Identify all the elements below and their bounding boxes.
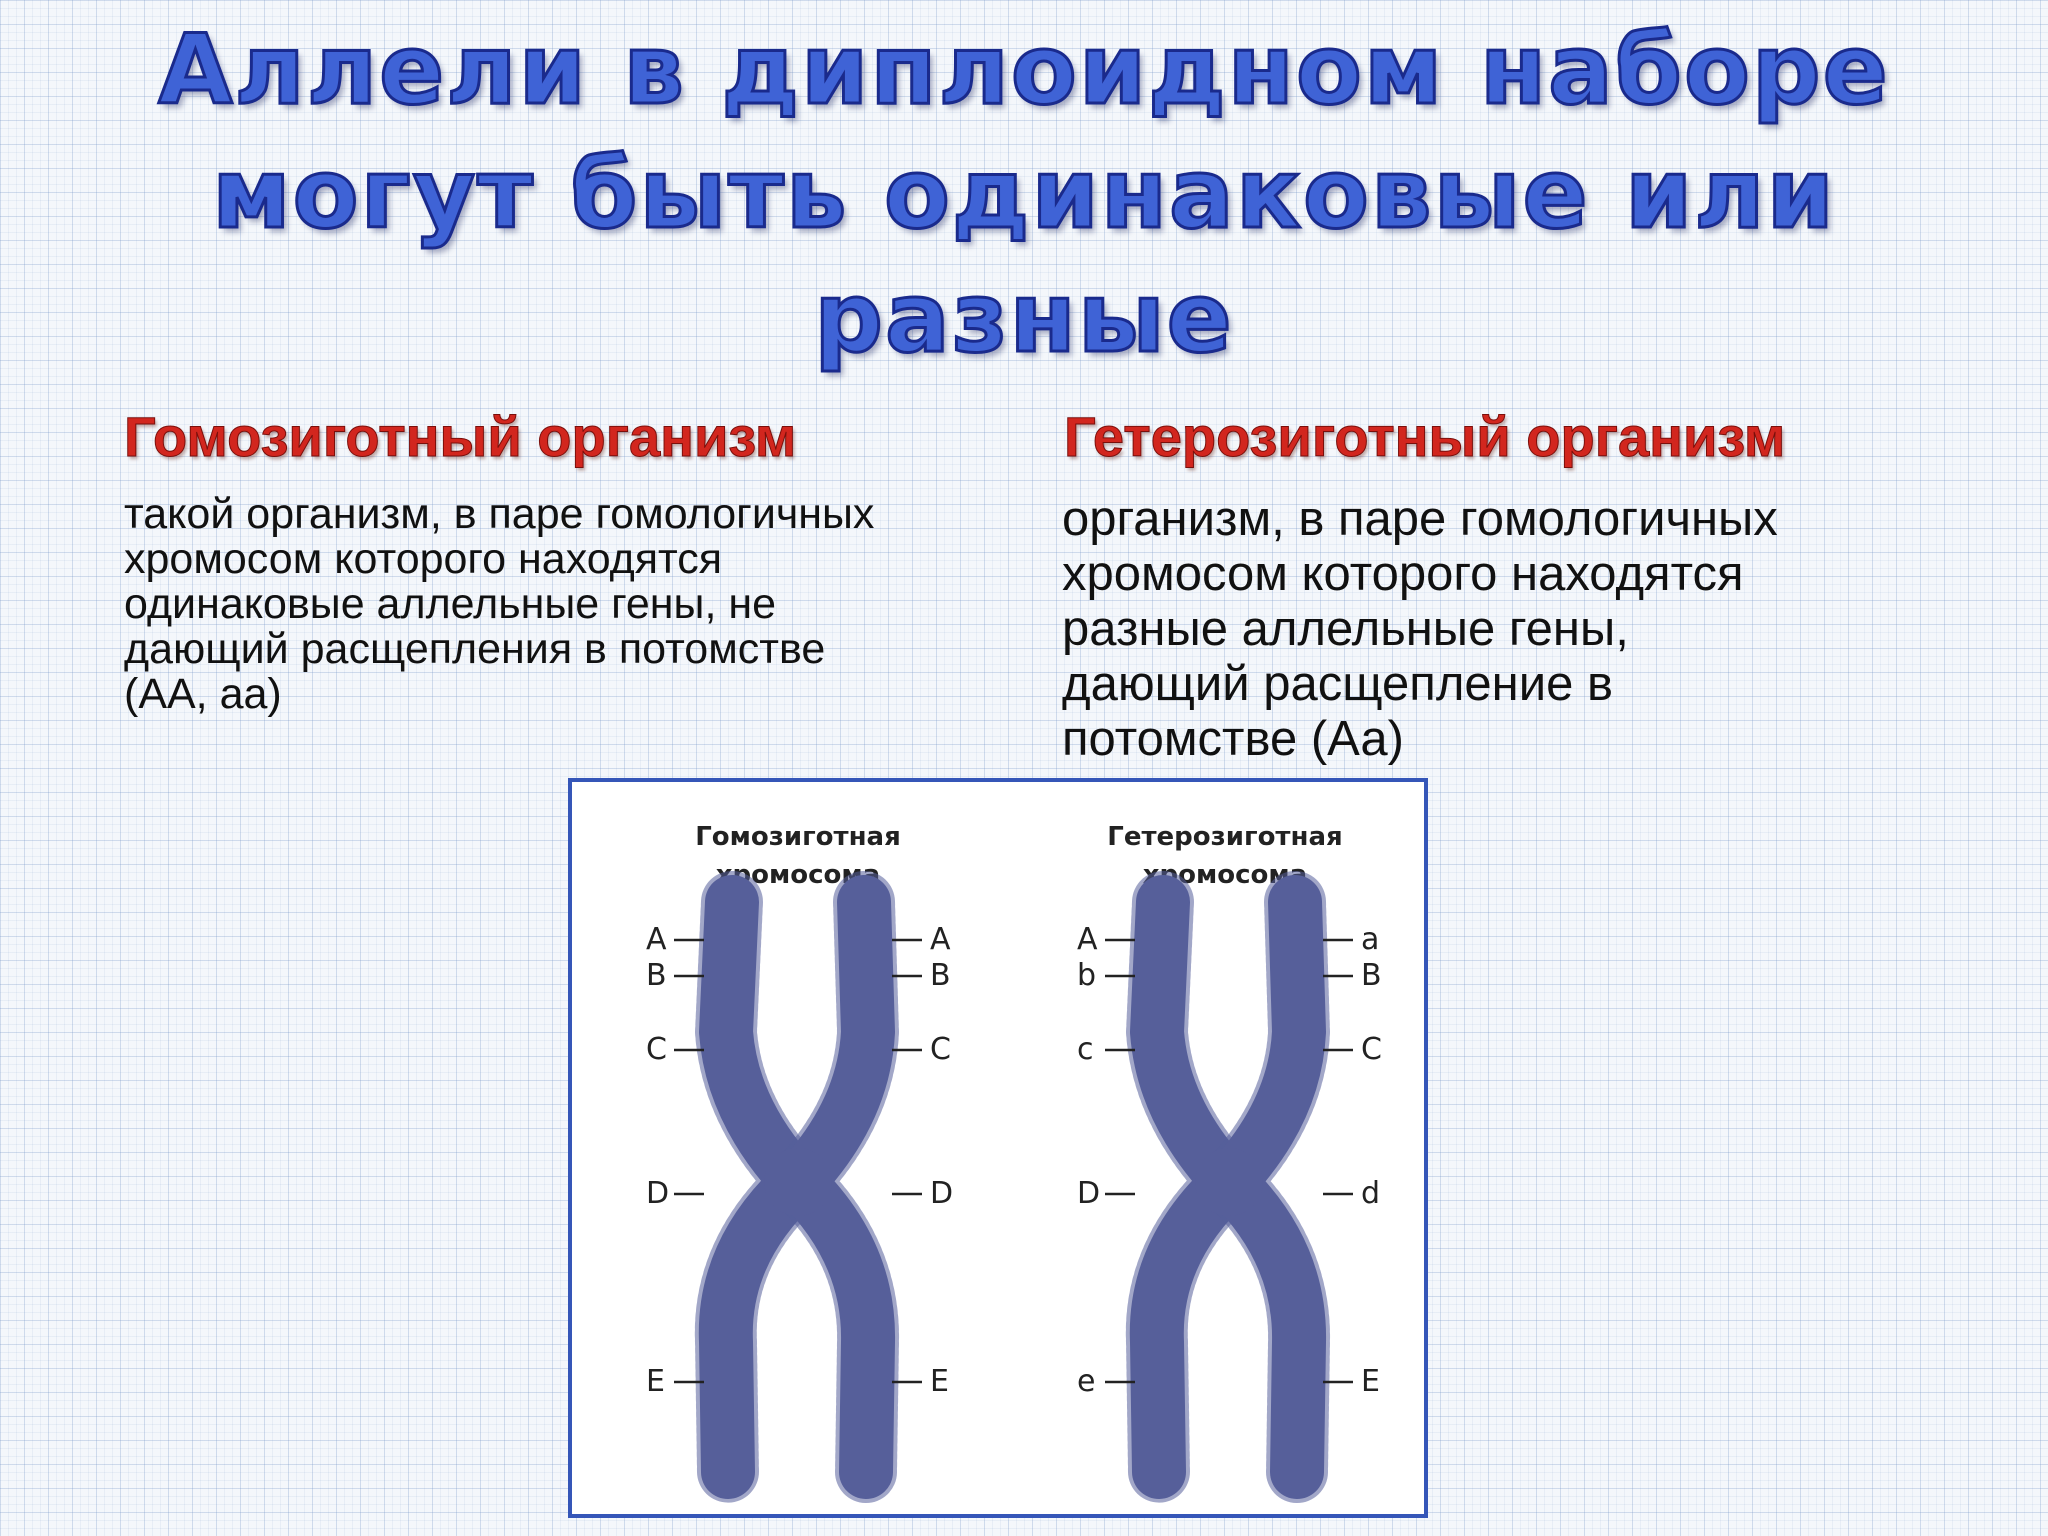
title-line-2: могут быть одинаковые или — [212, 138, 1836, 250]
title-line-3: разные — [814, 262, 1234, 374]
caption-line: Гетерозиготная — [1107, 822, 1343, 852]
gene-label: A — [1077, 922, 1098, 957]
gene-label: d — [1361, 1176, 1381, 1211]
gene-label: b — [1077, 958, 1097, 993]
hetero-desc-line: хромосом которого находятся — [1062, 547, 1744, 601]
gene-label: C — [646, 1032, 667, 1067]
heterozygous-chromosome-centromere — [1195, 1148, 1263, 1216]
homozygous-description — [124, 492, 874, 717]
homo-desc-line: хромосом которого находятся — [124, 535, 723, 583]
homo-desc-line: такой организм, в паре гомологичных — [124, 490, 875, 538]
gene-label: D — [646, 1176, 670, 1211]
heterozygous-description — [1062, 492, 1778, 767]
homozygous-heading: Гомозиготный организм — [124, 405, 797, 468]
gene-label: B — [646, 958, 667, 993]
gene-label: e — [1077, 1364, 1096, 1399]
gene-label: A — [930, 922, 951, 957]
chromosome-figure — [568, 778, 1428, 1518]
hetero-desc-line: потомстве (Аа) — [1062, 712, 1404, 766]
gene-label: C — [1361, 1032, 1382, 1067]
heterozygous-heading: Гетерозиготный организм — [1064, 405, 1786, 468]
hetero-desc-line: организм, в паре гомологичных — [1062, 492, 1778, 546]
gene-label: E — [646, 1364, 665, 1399]
gene-label: B — [930, 958, 951, 993]
homo-desc-line: дающий расщепления в потомстве — [124, 625, 826, 673]
gene-label: D — [1077, 1176, 1101, 1211]
title-line-1: Аллели в диплоидном наборе — [158, 14, 1890, 126]
gene-label: A — [646, 922, 667, 957]
gene-label: c — [1077, 1032, 1094, 1067]
homozygous-chromosome-centromere — [764, 1148, 832, 1216]
gene-label: E — [930, 1364, 949, 1399]
caption-line: хромосома — [1142, 860, 1308, 890]
hetero-desc-line: разные аллельные гены, — [1062, 602, 1629, 656]
gene-label: E — [1361, 1364, 1380, 1399]
slide-title — [0, 8, 2048, 380]
hetero-desc-line: дающий расщепление в — [1062, 657, 1613, 711]
homo-desc-line: (АА, аа) — [124, 670, 282, 718]
gene-label: a — [1361, 922, 1380, 957]
caption-line: хромосома — [715, 860, 881, 890]
gene-label: C — [930, 1032, 951, 1067]
homo-desc-line: одинаковые аллельные гены, не — [124, 580, 777, 628]
chromosome-drawing — [572, 782, 1424, 1514]
gene-label: D — [930, 1176, 954, 1211]
gene-label: B — [1361, 958, 1382, 993]
caption-line: Гомозиготная — [695, 822, 901, 852]
